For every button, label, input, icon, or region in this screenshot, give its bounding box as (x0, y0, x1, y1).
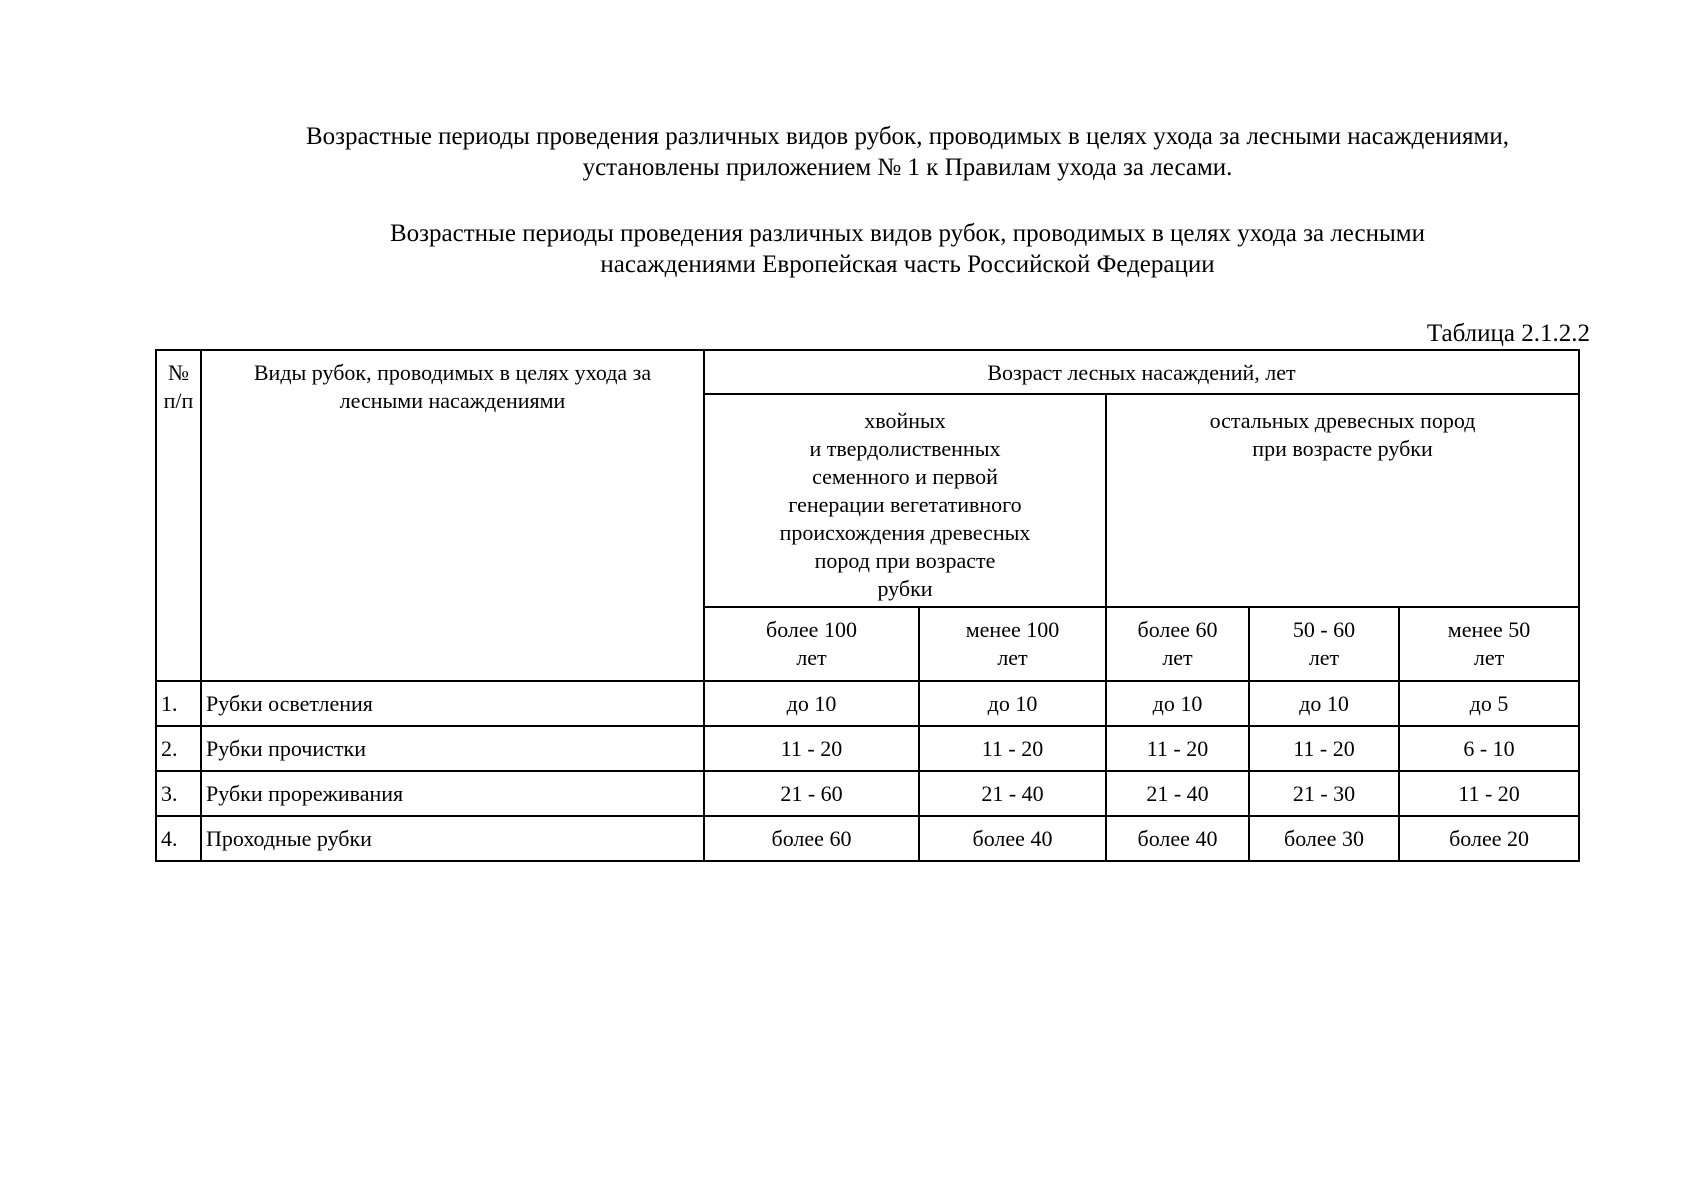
cutting-kind: Рубки осветления (201, 681, 704, 726)
age-value: до 10 (1106, 681, 1249, 726)
header-cutting-kind: Виды рубок, проводимых в целях ухода за лесными насаждениями (201, 350, 704, 681)
header-number: № п/п (156, 350, 201, 681)
age-value: до 5 (1399, 681, 1579, 726)
age-value: до 10 (919, 681, 1106, 726)
age-value: более 60 (704, 816, 919, 861)
age-value: более 20 (1399, 816, 1579, 861)
age-value: 21 - 40 (1106, 771, 1249, 816)
header-age-col-3: более 60 лет (1106, 607, 1249, 681)
header-age-col-2: менее 100 лет (919, 607, 1106, 681)
age-value: более 40 (1106, 816, 1249, 861)
age-value: более 30 (1249, 816, 1399, 861)
age-value: более 40 (919, 816, 1106, 861)
age-value: 11 - 20 (1399, 771, 1579, 816)
row-number: 2. (156, 726, 201, 771)
header-other-species-group: остальных древесных пород при возрасте рубки (1106, 394, 1579, 607)
age-value: 11 - 20 (704, 726, 919, 771)
row-number: 1. (156, 681, 201, 726)
table-row (156, 681, 1579, 726)
table-number-label: Таблица 2.1.2.2 (1426, 320, 1590, 347)
table-title (290, 218, 1525, 280)
age-value: 6 - 10 (1399, 726, 1579, 771)
row-number: 4. (156, 816, 201, 861)
row-number: 3. (156, 771, 201, 816)
header-age-col-4: 50 - 60 лет (1249, 607, 1399, 681)
age-value: до 10 (1249, 681, 1399, 726)
header-conifer-group: хвойных и твердолиственных семенного и первой генерации вегетативного происхождения древесных пород при возрасте рубки (704, 394, 1106, 607)
table-title-line-2: насаждениями Европейская часть Российской Федерации (600, 251, 1215, 278)
table-row (156, 816, 1579, 861)
table-row (156, 726, 1579, 771)
age-value: 11 - 20 (1249, 726, 1399, 771)
header-age-col-1: более 100 лет (704, 607, 919, 681)
age-value: 11 - 20 (919, 726, 1106, 771)
header-forest-age: Возраст лесных насаждений, лет (704, 350, 1579, 394)
intro-text (210, 121, 1605, 183)
header-age-col-5: менее 50 лет (1399, 607, 1579, 681)
cutting-age-table (155, 349, 1580, 862)
age-value: 21 - 60 (704, 771, 919, 816)
cutting-kind: Рубки прореживания (201, 771, 704, 816)
age-value: 21 - 30 (1249, 771, 1399, 816)
cutting-kind: Рубки прочистки (201, 726, 704, 771)
table-row (156, 771, 1579, 816)
intro-line-1: Возрастные периоды проведения различных видов рубок, проводимых в целях ухода за лесными насаждениями, (305, 123, 1509, 150)
age-value: 21 - 40 (919, 771, 1106, 816)
age-value: 11 - 20 (1106, 726, 1249, 771)
intro-line-2: установлены приложением № 1 к Правилам ухода за лесами. (582, 154, 1233, 181)
table-title-line-1: Возрастные периоды проведения различных видов рубок, проводимых в целях ухода за лесными (390, 220, 1425, 247)
header-row-1 (156, 350, 1579, 394)
cutting-kind: Проходные рубки (201, 816, 704, 861)
age-value: до 10 (704, 681, 919, 726)
